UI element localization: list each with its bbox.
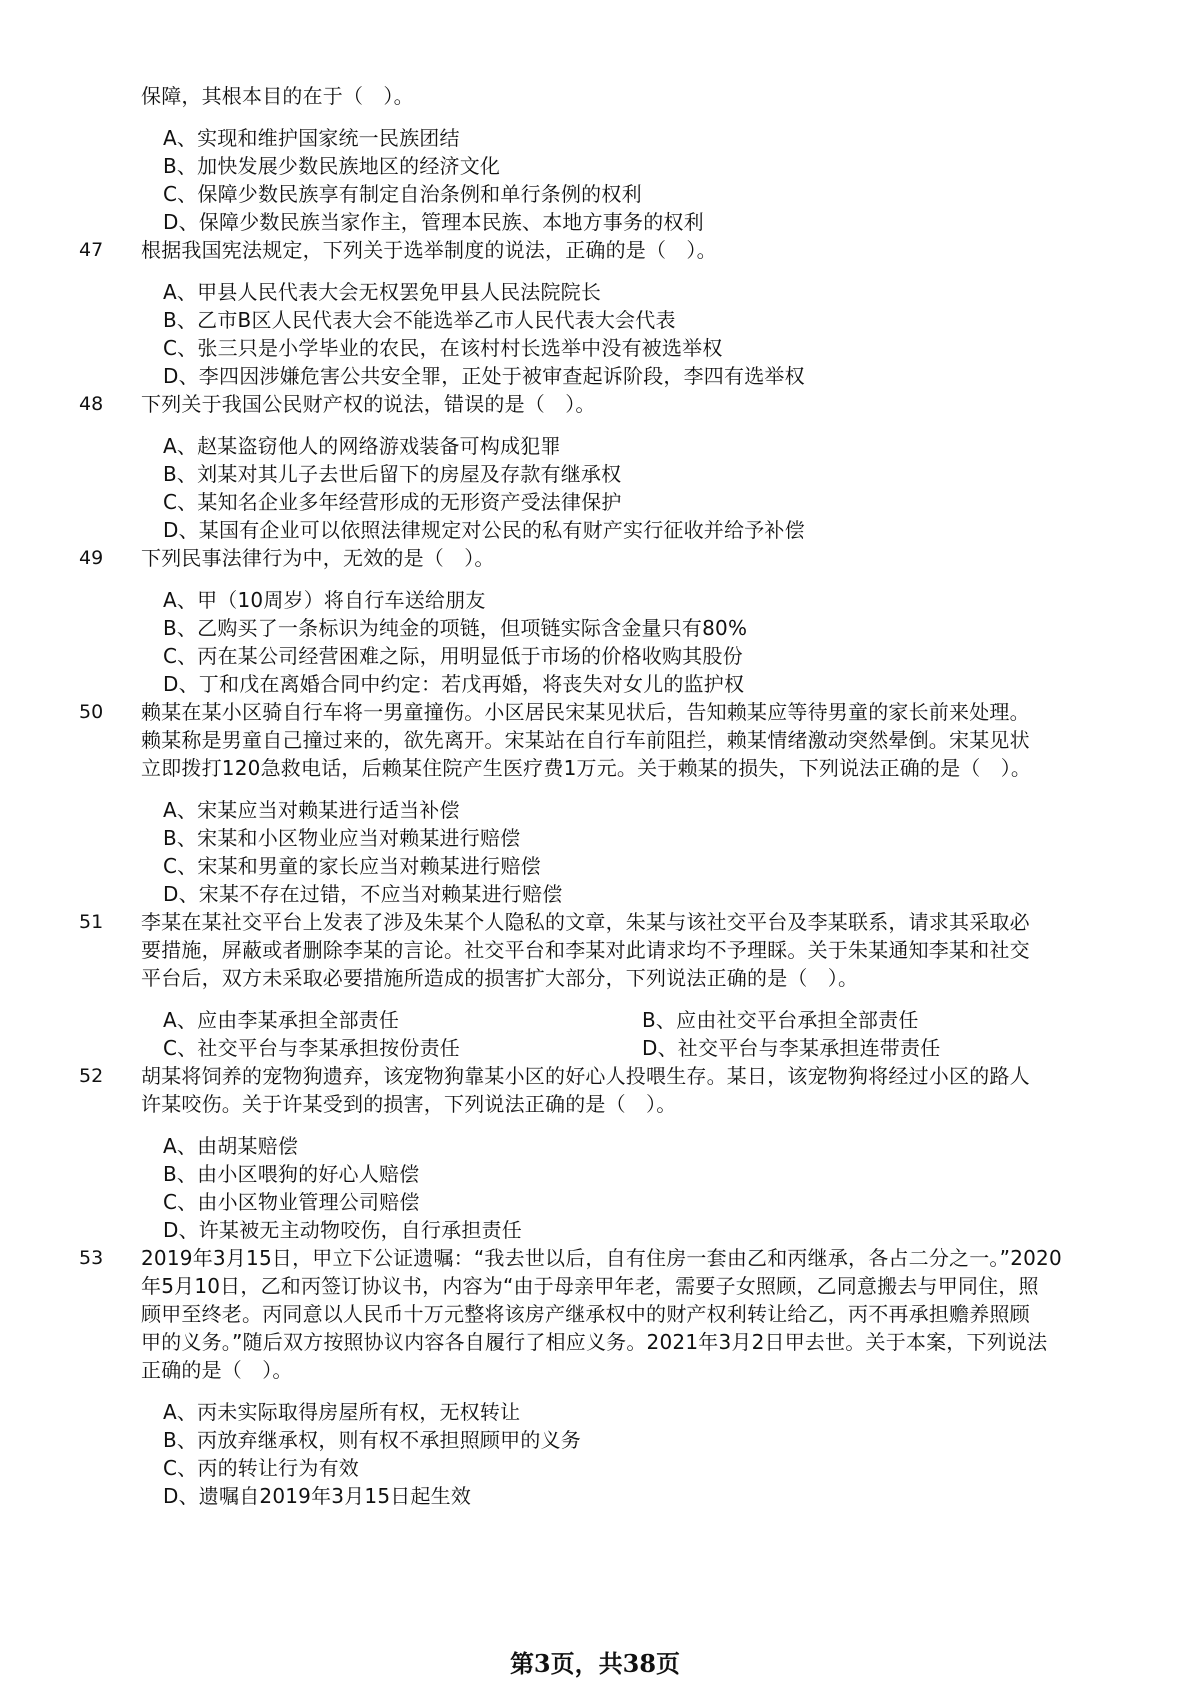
option-c: C、张三只是小学毕业的农民，在该村村长选举中没有被选举权: [163, 336, 723, 360]
option-d: D、某国有企业可以依照法律规定对公民的私有财产实行征收并给予补偿: [163, 518, 805, 542]
option-a: A、由胡某赔偿: [163, 1134, 299, 1158]
option-c: C、社交平台与李某承担按份责任: [163, 1036, 460, 1060]
question-stem-line: 胡某将饲养的宠物狗遗弃，该宠物狗靠某小区的好心人投喂生存。某日，该宠物狗将经过小区的路人: [141, 1064, 1030, 1088]
question-stem-line: 甲的义务。”随后双方按照协议内容各自履行了相应义务。2021年3月2日甲去世。关于本案，下列说法: [141, 1330, 1048, 1354]
option-d: D、社交平台与李某承担连带责任: [642, 1036, 941, 1060]
option-b: B、乙市B区人民代表大会不能选举乙市人民代表大会代表: [163, 308, 676, 332]
option-c: C、由小区物业管理公司赔偿: [163, 1190, 420, 1214]
question-number: 52: [79, 1065, 104, 1087]
option-b: B、刘某对其儿子去世后留下的房屋及存款有继承权: [163, 462, 622, 486]
intro-option-b: B、加快发展少数民族地区的经济文化: [163, 154, 501, 178]
question-stem: 下列民事法律行为中，无效的是（ ）。: [141, 546, 495, 570]
intro-stem: 保障，其根本目的在于（ ）。: [141, 84, 414, 108]
option-c: C、丙的转让行为有效: [163, 1456, 359, 1480]
question-stem-line: 许某咬伤。关于许某受到的损害，下列说法正确的是（ ）。: [141, 1092, 677, 1116]
option-b: B、丙放弃继承权，则有权不承担照顾甲的义务: [163, 1428, 581, 1452]
option-c: C、宋某和男童的家长应当对赖某进行赔偿: [163, 854, 541, 878]
question-stem: 根据我国宪法规定，下列关于选举制度的说法，正确的是（ ）。: [141, 238, 717, 262]
option-d: D、许某被无主动物咬伤，自行承担责任: [163, 1218, 523, 1242]
option-a: A、甲（10周岁）将自行车送给朋友: [163, 588, 486, 612]
question-number: 49: [79, 547, 104, 569]
question-number: 50: [79, 701, 104, 723]
option-d: D、宋某不存在过错，不应当对赖某进行赔偿: [163, 882, 563, 906]
option-a: A、赵某盗窃他人的网络游戏装备可构成犯罪: [163, 434, 561, 458]
option-c: C、某知名企业多年经营形成的无形资产受法律保护: [163, 490, 622, 514]
option-b: B、由小区喂狗的好心人赔偿: [163, 1162, 420, 1186]
option-d: D、丁和戊在离婚合同中约定：若戊再婚，将丧失对女儿的监护权: [163, 672, 745, 696]
question-number: 48: [79, 393, 104, 415]
intro-option-d: D、保障少数民族当家作主，管理本民族、本地方事务的权利: [163, 210, 704, 234]
question-stem-line: 正确的是（ ）。: [141, 1358, 293, 1382]
option-a: A、甲县人民代表大会无权罢免甲县人民法院院长: [163, 280, 602, 304]
option-d: D、李四因涉嫌危害公共安全罪，正处于被审查起诉阶段，李四有选举权: [163, 364, 805, 388]
option-a: A、应由李某承担全部责任: [163, 1008, 400, 1032]
question-number: 47: [79, 239, 104, 261]
question-stem-line: 立即拨打120急救电话，后赖某住院产生医疗费1万元。关于赖某的损失，下列说法正确的是（ ）。: [141, 756, 1032, 780]
question-stem-line: 李某在某社交平台上发表了涉及朱某个人隐私的文章，朱某与该社交平台及李某联系，请求其采取必: [141, 910, 1030, 934]
question-number: 51: [79, 911, 104, 933]
question-stem-line: 年5月10日，乙和丙签订协议书，内容为“由于母亲甲年老，需要子女照顾，乙同意搬去与甲同住，照: [141, 1274, 1039, 1298]
option-b: B、应由社交平台承担全部责任: [642, 1008, 919, 1032]
option-a: A、宋某应当对赖某进行适当补偿: [163, 798, 460, 822]
question-stem-line: 2019年3月15日，甲立下公证遗嘱：“我去世以后，自有住房一套由乙和丙继承，各占二分之一。”2020: [141, 1246, 1062, 1270]
page-number-footer: 第3页，共38页: [509, 1649, 681, 1678]
intro-option-c: C、保障少数民族享有制定自治条例和单行条例的权利: [163, 182, 642, 206]
question-stem: 下列关于我国公民财产权的说法，错误的是（ ）。: [141, 392, 596, 416]
question-stem-line: 要措施，屏蔽或者删除李某的言论。社交平台和李某对此请求均不予理睬。关于朱某通知李某和社交: [141, 938, 1030, 962]
option-d: D、遗嘱自2019年3月15日起生效: [163, 1484, 472, 1508]
question-stem-line: 顾甲至终老。丙同意以人民币十万元整将该房产继承权中的财产权利转让给乙，丙不再承担赡养照顾: [141, 1302, 1030, 1326]
question-stem-line: 赖某称是男童自己撞过来的，欲先离开。宋某站在自行车前阻拦，赖某情绪激动突然晕倒。宋某见状: [141, 728, 1030, 752]
question-stem-line: 赖某在某小区骑自行车将一男童撞伤。小区居民宋某见状后，告知赖某应等待男童的家长前来处理。: [141, 700, 1030, 724]
option-c: C、丙在某公司经营困难之际，用明显低于市场的价格收购其股份: [163, 644, 743, 668]
question-stem-line: 平台后，双方未采取必要措施所造成的损害扩大部分，下列说法正确的是（ ）。: [141, 966, 859, 990]
option-a: A、丙未实际取得房屋所有权，无权转让: [163, 1400, 521, 1424]
intro-option-a: A、实现和维护国家统一民族团结: [163, 126, 460, 150]
question-number: 53: [79, 1247, 104, 1269]
option-b: B、乙购买了一条标识为纯金的项链，但项链实际含金量只有80%: [163, 616, 748, 640]
option-b: B、宋某和小区物业应当对赖某进行赔偿: [163, 826, 521, 850]
